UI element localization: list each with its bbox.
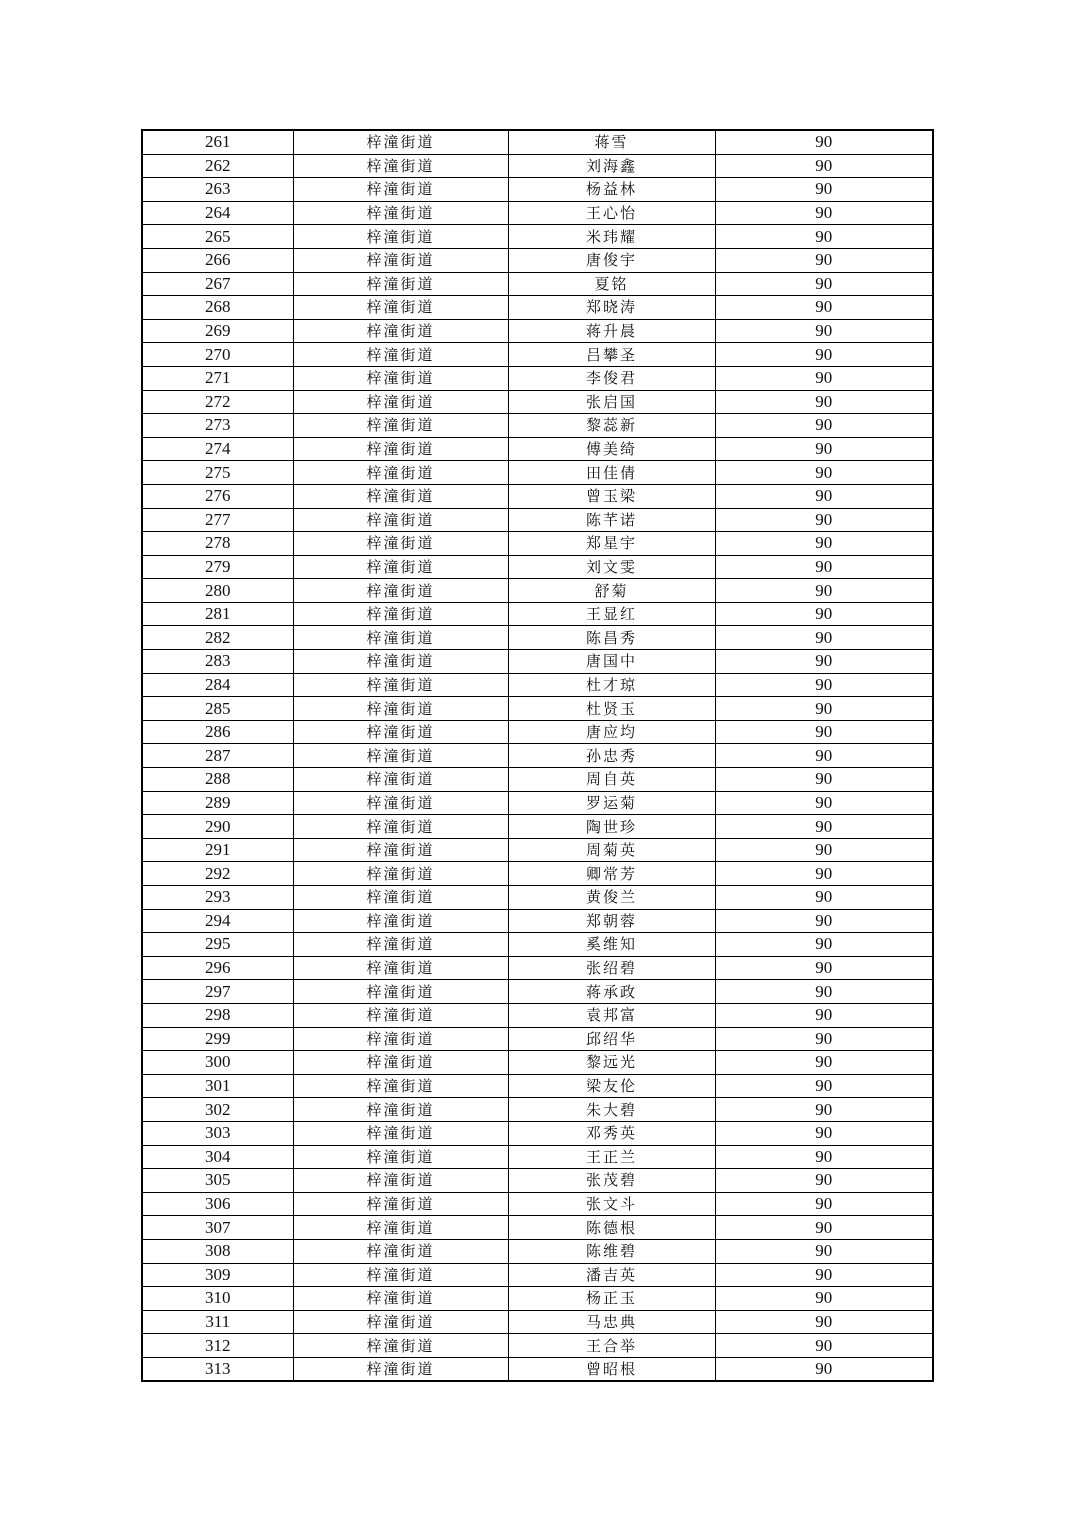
- row-number-cell: 298: [142, 1003, 293, 1027]
- row-number-cell: 262: [142, 154, 293, 178]
- row-number-cell: 290: [142, 815, 293, 839]
- district-cell: 梓潼街道: [293, 673, 508, 697]
- score-cell: 90: [715, 272, 933, 296]
- row-number-cell: 281: [142, 602, 293, 626]
- table-row: [142, 602, 933, 626]
- row-number-cell: 303: [142, 1121, 293, 1145]
- table-row: [142, 461, 933, 485]
- district-cell: 梓潼街道: [293, 720, 508, 744]
- row-number-cell: 286: [142, 720, 293, 744]
- person-name-cell: 陶世珍: [508, 815, 715, 839]
- person-name-cell: 杜贤玉: [508, 697, 715, 721]
- table-row: [142, 626, 933, 650]
- score-cell: 90: [715, 248, 933, 272]
- table-row: [142, 484, 933, 508]
- score-cell: 90: [715, 296, 933, 320]
- score-cell: 90: [715, 154, 933, 178]
- person-name-cell: 蒋承政: [508, 980, 715, 1004]
- person-name-cell: 王正兰: [508, 1145, 715, 1169]
- row-number-cell: 299: [142, 1027, 293, 1051]
- row-number-cell: 265: [142, 225, 293, 249]
- row-number-cell: 282: [142, 626, 293, 650]
- table-row: [142, 1192, 933, 1216]
- score-cell: 90: [715, 650, 933, 674]
- district-cell: 梓潼街道: [293, 130, 508, 154]
- row-number-cell: 294: [142, 909, 293, 933]
- person-name-cell: 陈维碧: [508, 1239, 715, 1263]
- table-row: [142, 980, 933, 1004]
- score-cell: 90: [715, 862, 933, 886]
- person-name-cell: 奚维知: [508, 933, 715, 957]
- district-cell: 梓潼街道: [293, 201, 508, 225]
- person-name-cell: 杨益林: [508, 178, 715, 202]
- district-cell: 梓潼街道: [293, 815, 508, 839]
- score-cell: 90: [715, 555, 933, 579]
- row-number-cell: 297: [142, 980, 293, 1004]
- person-name-cell: 王合举: [508, 1334, 715, 1358]
- person-name-cell: 蒋升晨: [508, 319, 715, 343]
- district-cell: 梓潼街道: [293, 980, 508, 1004]
- table-row: [142, 1239, 933, 1263]
- table-row: [142, 248, 933, 272]
- score-cell: 90: [715, 838, 933, 862]
- person-name-cell: 陈昌秀: [508, 626, 715, 650]
- district-cell: 梓潼街道: [293, 1310, 508, 1334]
- row-number-cell: 285: [142, 697, 293, 721]
- row-number-cell: 291: [142, 838, 293, 862]
- district-cell: 梓潼街道: [293, 1145, 508, 1169]
- district-cell: 梓潼街道: [293, 744, 508, 768]
- score-cell: 90: [715, 673, 933, 697]
- person-name-cell: 蒋雪: [508, 130, 715, 154]
- person-name-cell: 曾玉梁: [508, 484, 715, 508]
- score-cell: 90: [715, 933, 933, 957]
- table-row: [142, 791, 933, 815]
- row-number-cell: 287: [142, 744, 293, 768]
- district-cell: 梓潼街道: [293, 1263, 508, 1287]
- score-cell: 90: [715, 1263, 933, 1287]
- person-name-cell: 夏铭: [508, 272, 715, 296]
- person-name-cell: 周菊英: [508, 838, 715, 862]
- score-cell: 90: [715, 1287, 933, 1311]
- district-cell: 梓潼街道: [293, 532, 508, 556]
- person-name-cell: 吕攀圣: [508, 343, 715, 367]
- row-number-cell: 268: [142, 296, 293, 320]
- row-number-cell: 295: [142, 933, 293, 957]
- district-cell: 梓潼街道: [293, 626, 508, 650]
- row-number-cell: 309: [142, 1263, 293, 1287]
- table-row: [142, 296, 933, 320]
- person-name-cell: 舒菊: [508, 579, 715, 603]
- roster-table: [141, 129, 934, 1382]
- score-cell: 90: [715, 1310, 933, 1334]
- district-cell: 梓潼街道: [293, 650, 508, 674]
- row-number-cell: 301: [142, 1074, 293, 1098]
- district-cell: 梓潼街道: [293, 1169, 508, 1193]
- district-cell: 梓潼街道: [293, 154, 508, 178]
- table-row: [142, 909, 933, 933]
- district-cell: 梓潼街道: [293, 390, 508, 414]
- table-row: [142, 532, 933, 556]
- row-number-cell: 288: [142, 768, 293, 792]
- table-row: [142, 343, 933, 367]
- person-name-cell: 唐俊宇: [508, 248, 715, 272]
- row-number-cell: 276: [142, 484, 293, 508]
- person-name-cell: 陈德根: [508, 1216, 715, 1240]
- table-row: [142, 130, 933, 154]
- table-row: [142, 650, 933, 674]
- table-row: [142, 1027, 933, 1051]
- table-row: [142, 933, 933, 957]
- score-cell: 90: [715, 1121, 933, 1145]
- person-name-cell: 黎远光: [508, 1051, 715, 1075]
- score-cell: 90: [715, 1169, 933, 1193]
- table-row: [142, 390, 933, 414]
- district-cell: 梓潼街道: [293, 319, 508, 343]
- table-row: [142, 1074, 933, 1098]
- district-cell: 梓潼街道: [293, 933, 508, 957]
- score-cell: 90: [715, 366, 933, 390]
- row-number-cell: 300: [142, 1051, 293, 1075]
- district-cell: 梓潼街道: [293, 1287, 508, 1311]
- score-cell: 90: [715, 201, 933, 225]
- person-name-cell: 唐应均: [508, 720, 715, 744]
- score-cell: 90: [715, 1098, 933, 1122]
- person-name-cell: 黎蕊新: [508, 414, 715, 438]
- district-cell: 梓潼街道: [293, 414, 508, 438]
- district-cell: 梓潼街道: [293, 1334, 508, 1358]
- person-name-cell: 梁友伦: [508, 1074, 715, 1098]
- person-name-cell: 袁邦富: [508, 1003, 715, 1027]
- table-row: [142, 178, 933, 202]
- table-row: [142, 1121, 933, 1145]
- row-number-cell: 279: [142, 555, 293, 579]
- roster-body: [142, 130, 933, 1381]
- district-cell: 梓潼街道: [293, 886, 508, 910]
- row-number-cell: 308: [142, 1239, 293, 1263]
- score-cell: 90: [715, 980, 933, 1004]
- district-cell: 梓潼街道: [293, 178, 508, 202]
- district-cell: 梓潼街道: [293, 1216, 508, 1240]
- person-name-cell: 潘吉英: [508, 1263, 715, 1287]
- score-cell: 90: [715, 697, 933, 721]
- district-cell: 梓潼街道: [293, 1003, 508, 1027]
- score-cell: 90: [715, 744, 933, 768]
- score-cell: 90: [715, 1074, 933, 1098]
- table-row: [142, 1216, 933, 1240]
- row-number-cell: 304: [142, 1145, 293, 1169]
- person-name-cell: 罗运菊: [508, 791, 715, 815]
- row-number-cell: 275: [142, 461, 293, 485]
- person-name-cell: 刘海鑫: [508, 154, 715, 178]
- row-number-cell: 273: [142, 414, 293, 438]
- table-row: [142, 1051, 933, 1075]
- table-row: [142, 1310, 933, 1334]
- score-cell: 90: [715, 484, 933, 508]
- district-cell: 梓潼街道: [293, 366, 508, 390]
- row-number-cell: 302: [142, 1098, 293, 1122]
- person-name-cell: 张启国: [508, 390, 715, 414]
- table-row: [142, 720, 933, 744]
- row-number-cell: 283: [142, 650, 293, 674]
- district-cell: 梓潼街道: [293, 272, 508, 296]
- district-cell: 梓潼街道: [293, 484, 508, 508]
- table-row: [142, 1263, 933, 1287]
- table-row: [142, 366, 933, 390]
- row-number-cell: 266: [142, 248, 293, 272]
- person-name-cell: 王显红: [508, 602, 715, 626]
- row-number-cell: 269: [142, 319, 293, 343]
- person-name-cell: 李俊君: [508, 366, 715, 390]
- district-cell: 梓潼街道: [293, 343, 508, 367]
- table-row: [142, 272, 933, 296]
- table-row: [142, 697, 933, 721]
- table-row: [142, 1357, 933, 1381]
- table-row: [142, 1145, 933, 1169]
- table-row: [142, 768, 933, 792]
- row-number-cell: 292: [142, 862, 293, 886]
- row-number-cell: 261: [142, 130, 293, 154]
- table-row: [142, 154, 933, 178]
- row-number-cell: 311: [142, 1310, 293, 1334]
- row-number-cell: 278: [142, 532, 293, 556]
- table-row: [142, 579, 933, 603]
- row-number-cell: 313: [142, 1357, 293, 1381]
- district-cell: 梓潼街道: [293, 1074, 508, 1098]
- score-cell: 90: [715, 1051, 933, 1075]
- district-cell: 梓潼街道: [293, 579, 508, 603]
- score-cell: 90: [715, 720, 933, 744]
- table-row: [142, 1334, 933, 1358]
- person-name-cell: 郑星宇: [508, 532, 715, 556]
- table-row: [142, 886, 933, 910]
- score-cell: 90: [715, 1357, 933, 1381]
- score-cell: 90: [715, 909, 933, 933]
- row-number-cell: 306: [142, 1192, 293, 1216]
- row-number-cell: 264: [142, 201, 293, 225]
- person-name-cell: 傅美绮: [508, 437, 715, 461]
- district-cell: 梓潼街道: [293, 791, 508, 815]
- district-cell: 梓潼街道: [293, 508, 508, 532]
- person-name-cell: 王心怡: [508, 201, 715, 225]
- district-cell: 梓潼街道: [293, 296, 508, 320]
- district-cell: 梓潼街道: [293, 437, 508, 461]
- person-name-cell: 卿常芳: [508, 862, 715, 886]
- row-number-cell: 312: [142, 1334, 293, 1358]
- table-row: [142, 815, 933, 839]
- score-cell: 90: [715, 579, 933, 603]
- table-row: [142, 862, 933, 886]
- score-cell: 90: [715, 815, 933, 839]
- row-number-cell: 271: [142, 366, 293, 390]
- person-name-cell: 黄俊兰: [508, 886, 715, 910]
- score-cell: 90: [715, 1145, 933, 1169]
- score-cell: 90: [715, 130, 933, 154]
- district-cell: 梓潼街道: [293, 602, 508, 626]
- district-cell: 梓潼街道: [293, 1098, 508, 1122]
- district-cell: 梓潼街道: [293, 248, 508, 272]
- person-name-cell: 米玮耀: [508, 225, 715, 249]
- district-cell: 梓潼街道: [293, 461, 508, 485]
- score-cell: 90: [715, 508, 933, 532]
- table-row: [142, 673, 933, 697]
- score-cell: 90: [715, 532, 933, 556]
- score-cell: 90: [715, 343, 933, 367]
- table-row: [142, 744, 933, 768]
- person-name-cell: 杜才琼: [508, 673, 715, 697]
- district-cell: 梓潼街道: [293, 1121, 508, 1145]
- district-cell: 梓潼街道: [293, 1357, 508, 1381]
- score-cell: 90: [715, 791, 933, 815]
- table-row: [142, 437, 933, 461]
- district-cell: 梓潼街道: [293, 862, 508, 886]
- table-row: [142, 508, 933, 532]
- table-row: [142, 838, 933, 862]
- table-row: [142, 956, 933, 980]
- row-number-cell: 284: [142, 673, 293, 697]
- row-number-cell: 274: [142, 437, 293, 461]
- district-cell: 梓潼街道: [293, 1192, 508, 1216]
- row-number-cell: 267: [142, 272, 293, 296]
- person-name-cell: 杨正玉: [508, 1287, 715, 1311]
- table-row: [142, 414, 933, 438]
- score-cell: 90: [715, 1192, 933, 1216]
- district-cell: 梓潼街道: [293, 555, 508, 579]
- row-number-cell: 296: [142, 956, 293, 980]
- score-cell: 90: [715, 1027, 933, 1051]
- table-row: [142, 201, 933, 225]
- person-name-cell: 张茂碧: [508, 1169, 715, 1193]
- score-cell: 90: [715, 1216, 933, 1240]
- district-cell: 梓潼街道: [293, 768, 508, 792]
- district-cell: 梓潼街道: [293, 838, 508, 862]
- row-number-cell: 270: [142, 343, 293, 367]
- score-cell: 90: [715, 178, 933, 202]
- district-cell: 梓潼街道: [293, 1027, 508, 1051]
- row-number-cell: 280: [142, 579, 293, 603]
- person-name-cell: 孙忠秀: [508, 744, 715, 768]
- person-name-cell: 田佳倩: [508, 461, 715, 485]
- table-row: [142, 225, 933, 249]
- district-cell: 梓潼街道: [293, 225, 508, 249]
- district-cell: 梓潼街道: [293, 1239, 508, 1263]
- district-cell: 梓潼街道: [293, 697, 508, 721]
- table-row: [142, 1003, 933, 1027]
- person-name-cell: 曾昭根: [508, 1357, 715, 1381]
- score-cell: 90: [715, 461, 933, 485]
- score-cell: 90: [715, 602, 933, 626]
- table-row: [142, 555, 933, 579]
- row-number-cell: 310: [142, 1287, 293, 1311]
- table-row: [142, 1169, 933, 1193]
- person-name-cell: 朱大碧: [508, 1098, 715, 1122]
- table-row: [142, 319, 933, 343]
- person-name-cell: 陈芊诺: [508, 508, 715, 532]
- score-cell: 90: [715, 886, 933, 910]
- row-number-cell: 263: [142, 178, 293, 202]
- person-name-cell: 周自英: [508, 768, 715, 792]
- person-name-cell: 张文斗: [508, 1192, 715, 1216]
- table-row: [142, 1287, 933, 1311]
- district-cell: 梓潼街道: [293, 1051, 508, 1075]
- score-cell: 90: [715, 414, 933, 438]
- row-number-cell: 272: [142, 390, 293, 414]
- row-number-cell: 289: [142, 791, 293, 815]
- score-cell: 90: [715, 768, 933, 792]
- row-number-cell: 293: [142, 886, 293, 910]
- score-cell: 90: [715, 626, 933, 650]
- score-cell: 90: [715, 437, 933, 461]
- score-cell: 90: [715, 1334, 933, 1358]
- person-name-cell: 邓秀英: [508, 1121, 715, 1145]
- person-name-cell: 张绍碧: [508, 956, 715, 980]
- row-number-cell: 305: [142, 1169, 293, 1193]
- row-number-cell: 307: [142, 1216, 293, 1240]
- person-name-cell: 马忠典: [508, 1310, 715, 1334]
- row-number-cell: 277: [142, 508, 293, 532]
- district-cell: 梓潼街道: [293, 956, 508, 980]
- score-cell: 90: [715, 390, 933, 414]
- person-name-cell: 唐国中: [508, 650, 715, 674]
- person-name-cell: 邱绍华: [508, 1027, 715, 1051]
- table-row: [142, 1098, 933, 1122]
- score-cell: 90: [715, 1003, 933, 1027]
- person-name-cell: 刘文雯: [508, 555, 715, 579]
- score-cell: 90: [715, 319, 933, 343]
- person-name-cell: 郑朝蓉: [508, 909, 715, 933]
- score-cell: 90: [715, 956, 933, 980]
- score-cell: 90: [715, 225, 933, 249]
- person-name-cell: 郑晓涛: [508, 296, 715, 320]
- score-cell: 90: [715, 1239, 933, 1263]
- district-cell: 梓潼街道: [293, 909, 508, 933]
